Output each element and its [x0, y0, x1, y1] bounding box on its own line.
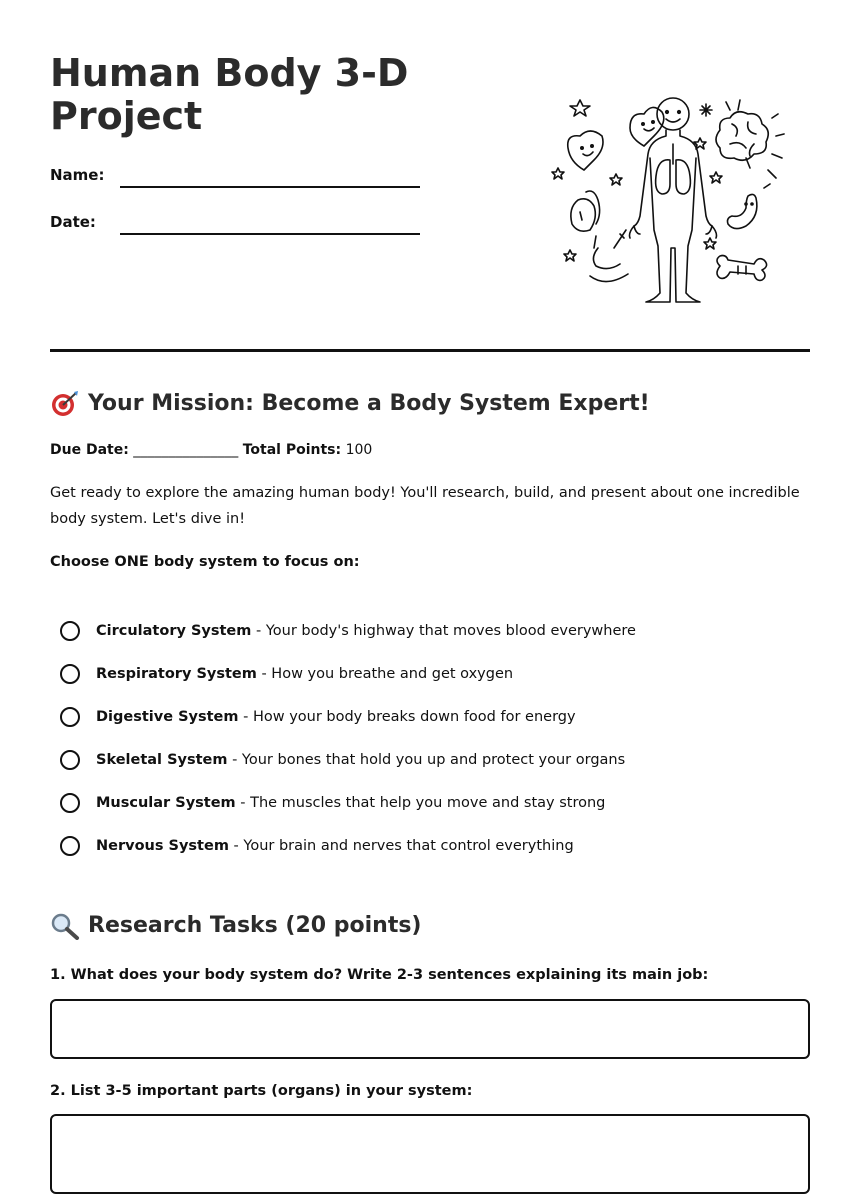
option-desc: - The muscles that help you move and stay strong [235, 795, 606, 811]
page-title: Human Body 3-D Project [50, 51, 409, 138]
option-respiratory[interactable] [60, 660, 513, 688]
research-heading-text: Research Tasks (20 points) [88, 913, 422, 938]
radio-circle[interactable] [60, 621, 80, 641]
option-digestive[interactable] [60, 703, 576, 731]
question-2: 2. List 3-5 important parts (organs) in your system: [50, 1083, 473, 1099]
research-heading [50, 912, 422, 940]
date-underline [120, 233, 420, 235]
option-name: Skeletal System [96, 752, 228, 768]
option-skeletal[interactable] [60, 746, 625, 774]
worksheet-page [50, 0, 810, 1161]
option-name: Muscular System [96, 795, 236, 811]
option-desc: - Your brain and nerves that control everything [228, 838, 574, 854]
question-1: 1. What does your body system do? Write 2-3 sentences explaining its main job: [50, 967, 709, 983]
radio-circle[interactable] [60, 664, 80, 684]
intro-paragraph: Get ready to explore the amazing human body! You'll research, build, and present about one incredible body system. Let's dive in! [50, 485, 800, 527]
radio-circle[interactable] [60, 707, 80, 727]
due-date-blank: _______________ [133, 442, 239, 458]
human-body-organs-illustration [550, 88, 790, 318]
option-desc: - How your body breaks down food for energy [238, 709, 576, 725]
option-circulatory[interactable] [60, 617, 636, 645]
mission-heading-text: Your Mission: Become a Body System Expert! [88, 391, 650, 416]
total-points-value: 100 [345, 442, 373, 458]
name-field [50, 166, 420, 190]
option-desc: - Your body's highway that moves blood everywhere [251, 623, 636, 639]
radio-circle[interactable] [60, 836, 80, 856]
option-name: Respiratory System [96, 666, 257, 682]
due-points-line [50, 442, 372, 458]
name-underline [120, 186, 420, 188]
option-desc: - How you breathe and get oxygen [256, 666, 514, 682]
date-field [50, 213, 420, 237]
option-muscular[interactable] [60, 789, 605, 817]
option-name: Nervous System [96, 838, 229, 854]
radio-circle[interactable] [60, 793, 80, 813]
section-divider [50, 349, 810, 352]
option-nervous[interactable] [60, 832, 574, 860]
choose-prompt: Choose ONE body system to focus on: [50, 554, 360, 570]
magnifier-icon [50, 912, 80, 940]
radio-circle[interactable] [60, 750, 80, 770]
total-points-label: Total Points: [242, 442, 342, 458]
date-input[interactable] [120, 213, 420, 233]
answer-box-2[interactable] [50, 1114, 810, 1194]
due-date-label: Due Date: [50, 442, 129, 458]
name-label: Name: [50, 166, 105, 184]
name-input[interactable] [120, 166, 420, 186]
target-dart-icon [50, 390, 80, 418]
date-label: Date: [50, 213, 96, 231]
option-name: Circulatory System [96, 623, 252, 639]
answer-box-1[interactable] [50, 999, 810, 1059]
option-desc: - Your bones that hold you up and protect your organs [227, 752, 626, 768]
mission-heading [50, 390, 650, 418]
option-name: Digestive System [96, 709, 239, 725]
